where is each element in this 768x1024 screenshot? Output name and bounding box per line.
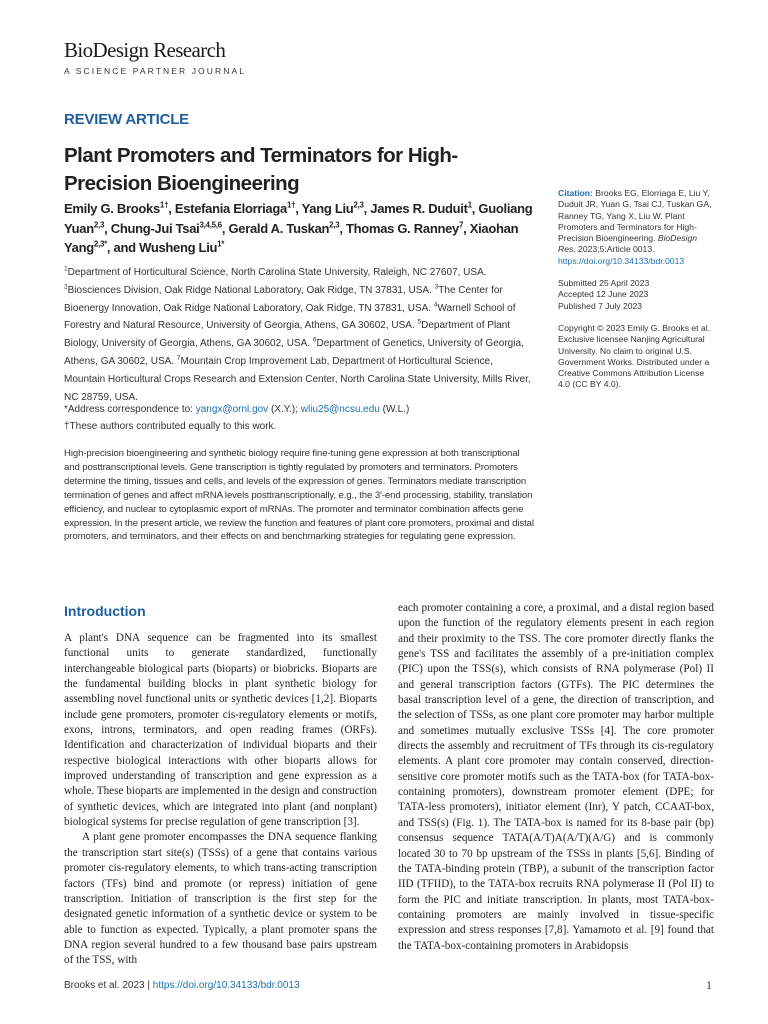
body-column-right [398, 601, 714, 954]
correspondence-prefix: *Address correspondence to: [64, 404, 196, 415]
author-separator: , [168, 201, 175, 216]
author-list [64, 199, 534, 258]
author-affiliation-marker: 1 [467, 200, 472, 210]
citation-block [558, 188, 714, 267]
citation-text: Brooks EG, Elorriaga E, Liu Y, Duduit JR, Yuan G, Tsai CJ, Tuskan GA, Ranney TG, Yang X, Liu W. Plant Promoters and Terminators for High-Precision Bioengineering. [558, 188, 712, 244]
affiliation-text: Warnell School of Forestry and Natural Resource, University of Georgia, Athens, GA 30602, USA. [64, 302, 516, 332]
affiliation-text: Department of Genetics, University of Georgia, Athens, GA 30602, USA. [64, 338, 524, 367]
author-name: Guoliang Yuan [64, 201, 533, 236]
author-affiliation-marker: 2,3 [353, 200, 364, 210]
author-separator: , [339, 220, 347, 236]
author-name: Gerald A. Tuskan [228, 220, 330, 236]
published-date: Published 7 July 2023 [558, 300, 643, 311]
author-affiliation-marker: 7 [458, 220, 464, 230]
affiliation-marker: 1 [64, 265, 68, 273]
introduction-heading: Introduction [64, 603, 146, 619]
email-link-yang[interactable]: yangx@ornl.gov [195, 404, 269, 415]
author-separator: , [363, 201, 371, 216]
author-separator: , [295, 201, 302, 216]
author-name: James R. Duduit [370, 201, 468, 216]
article-type: REVIEW ARTICLE [64, 111, 189, 128]
author-affiliation-marker: 1† [159, 200, 169, 210]
copyright-notice: Copyright © 2023 Emily G. Brooks et al. Exclusive licensee Nanjing Agricultural University. No claim to original U.S. Government Works. Distributed under a Creative Commons Attribution License 4.0 (CC BY 4.0). [558, 322, 711, 390]
correspondence [64, 401, 536, 435]
author-name: Yang Liu [301, 201, 354, 216]
affiliations [64, 264, 536, 406]
author-name: Chung-Jui Tsai [110, 220, 200, 236]
author-separator: , [463, 220, 470, 236]
author-separator: , [471, 201, 479, 216]
article-info-sidebar [558, 188, 714, 402]
citation-doi-link[interactable]: https://doi.org/10.34133/bdr.0013 [558, 255, 685, 266]
author-name: Xiaohan Yang [64, 220, 519, 255]
footer-doi-link[interactable]: https://doi.org/10.34133/bdr.0013 [152, 980, 300, 991]
citation-label: Citation: [558, 188, 593, 198]
affiliation-text: Department of Horticultural Science, North Carolina State University, Raleigh, NC 27607, USA. [67, 267, 487, 278]
author-affiliation-marker: 3,4,5,6 [199, 220, 222, 230]
affiliation-text: Department of Plant Biology, University of Georgia, Athens, GA 30602, USA. [64, 320, 511, 350]
page-number: 1 [706, 978, 712, 992]
correspondence-suffix: (W.L.) [379, 404, 410, 415]
body-column-left [64, 631, 377, 969]
equal-contribution-note: †These authors contributed equally to this work. [64, 421, 277, 432]
author-affiliation-marker: 1† [286, 200, 296, 210]
author-affiliation-marker: 2,3* [93, 239, 107, 249]
author-affiliation-marker: 1* [217, 239, 225, 249]
article-title: Plant Promoters and Terminators for High-Precision Bioengineering [64, 144, 458, 195]
affiliation-text: Mountain Crop Improvement Lab, Department of Horticultural Science, Mountain Horticultural Crops Research and Extension Center, North Carolina State University, Mills River, NC 28759, USA. [64, 355, 531, 403]
journal-name: BioDesign Research [64, 38, 226, 62]
author-affiliation-marker: 2,3 [93, 220, 105, 230]
abstract: High-precision bioengineering and synthetic biology require fine-tuning gene expression at both transcriptional and posttranscriptional levels. Gene transcription is tightly regulated by promoters and terminators. Promoters determine the timing, tissues and cells, and levels of the expression of genes. Terminators mediate transcription termination of genes and affect mRNA levels posttranscriptionally, e.g., the 3′-end processing, stability, translation efficiency, and nuclear to cytoplasmic export of mRNAs. The promoter and terminator combination affects gene expression. In the present article, we review the function and features of plant core promoters, proximal and distal promoters, and terminators, and their effects on and benchmarking strategies for regulating gene expression. [64, 448, 534, 543]
affiliation-marker: 2 [64, 283, 68, 291]
affiliation-marker: 4 [433, 301, 438, 309]
author-name: Wusheng Liu [139, 240, 218, 255]
affiliation-text: Biosciences Division, Oak Ridge National Laboratory, Oak Ridge, TN 37831, USA. [67, 284, 435, 296]
author-separator: , and [106, 240, 140, 255]
affiliation-text: The Center for Bioenergy Innovation, Oak Ridge National Laboratory, Oak Ridge, TN 37831, USA. [64, 284, 503, 314]
affiliation-marker: 6 [312, 336, 317, 344]
journal-subtitle: A SCIENCE PARTNER JOURNAL [64, 66, 247, 76]
footer-citation-text: Brooks et al. 2023 | [64, 980, 153, 991]
intro-paragraph-1: A plant's DNA sequence can be fragmented into its smallest functional units to generate standardized, functionally interchangeable biological parts (bioparts) or biobricks. Bioparts are the fundamental building blocks in plant synthetic biology for assembling novel functional units or synthetic devices [1,2]. Bioparts include gene promoters, promoter cis-regulatory elements or motifs, exons, introns, terminators, and open reading frames (ORFs). Identification and characterization of individual bioparts and their respective biological interactions with other bioparts allows for improved understanding of transcription and gene expression as a whole. These bioparts are implemented in the design and construction of synthetic devices, which are integrated into plant (and nonplant) biological systems for precise regulation of gene transcription [3]. [64, 632, 377, 829]
affiliation-marker: 5 [417, 319, 422, 327]
correspondence-mid: (X.Y.); [268, 404, 301, 415]
author-name: Thomas G. Ranney [346, 220, 459, 236]
author-name: Estefania Elorriaga [174, 201, 287, 216]
author-name: Emily G. Brooks [64, 201, 160, 216]
affiliation-marker: 7 [176, 354, 181, 362]
accepted-date: Accepted 12 June 2023 [558, 289, 649, 300]
citation-journal: BioDesign Res. [558, 233, 698, 255]
article-dates [558, 278, 714, 312]
affiliation-marker: 3 [434, 283, 439, 291]
intro-paragraph-3: each promoter containing a core, a proximal, and a distal region based upon the function of the regulatory elements present in each region and their proximity to the TSS. The core promoter directly flanks the gene's TSS and facilitates the assembly of a pre-initiation complex (PIC) upon the TSS(s), which consists of RNA polymerase (Pol) II and general transcription factors (GTFs). The PIC determines the basal transcription level of a gene, the direction of transcription, and the selection of TSSs, as one plant core promoter may harbor multiple and sometimes mutually exclusive TSSs [4]. The core promoter directs the assembly and recruitment of TFs through its cis-regulatory elements. A plant core promoter may contain conserved, direction-sensitive core promoter motifs such as the TATA-box (for TATA-box-containing promoters), downstream promoter element (DPE; for TATA-less promoters), initiator element (Inr), Y patch, CCAAT-box, and TSS(s) (Fig. 1). The TATA-box is named for its 8-base pair (bp) consensus sequence TATA(A/T)A(A/T)(A/G) and is commonly located 30 to 70 bp upstream of the TSSs in plants [5,6]. Binding of the TATA-binding protein (TBP), a subunit of the transcription factor IID (TFIID), to the TATA-box recruits RNA polymerase II (Pol II) to form the PIC and initiate transcription. In plants, most TATA-box-containing promoters are mainly involved in tissue-specific expression and stress responses [7,8]. Yamamoto et al. [9] found that the TATA-box-containing promoters in Arabidopsis [398, 602, 714, 952]
email-link-liu[interactable]: wliu25@ncsu.edu [300, 404, 380, 415]
submitted-date: Submitted 25 April 2023 [558, 278, 650, 289]
intro-paragraph-2: A plant gene promoter encompasses the DNA sequence flanking the transcription start site(s) (TSSs) of a gene that contains various promoter cis-regulatory elements, to which trans-acting transcription factors (TFs) bind and promote (or repress) initiation of gene transcription. Initiation of transcription is the first step for the designated genetic information of a synthetic device or system to be able to function as expected. Typically, a plant promoter spans the DNA region several hundred to a few thousand base pairs upstream of the TSS, with [64, 831, 377, 967]
author-affiliation-marker: 2,3 [329, 220, 340, 230]
citation-tail: 2023;5:Article 0013. [575, 244, 655, 255]
author-separator: , [104, 220, 111, 236]
author-separator: , [221, 220, 229, 236]
footer-citation [64, 980, 300, 991]
